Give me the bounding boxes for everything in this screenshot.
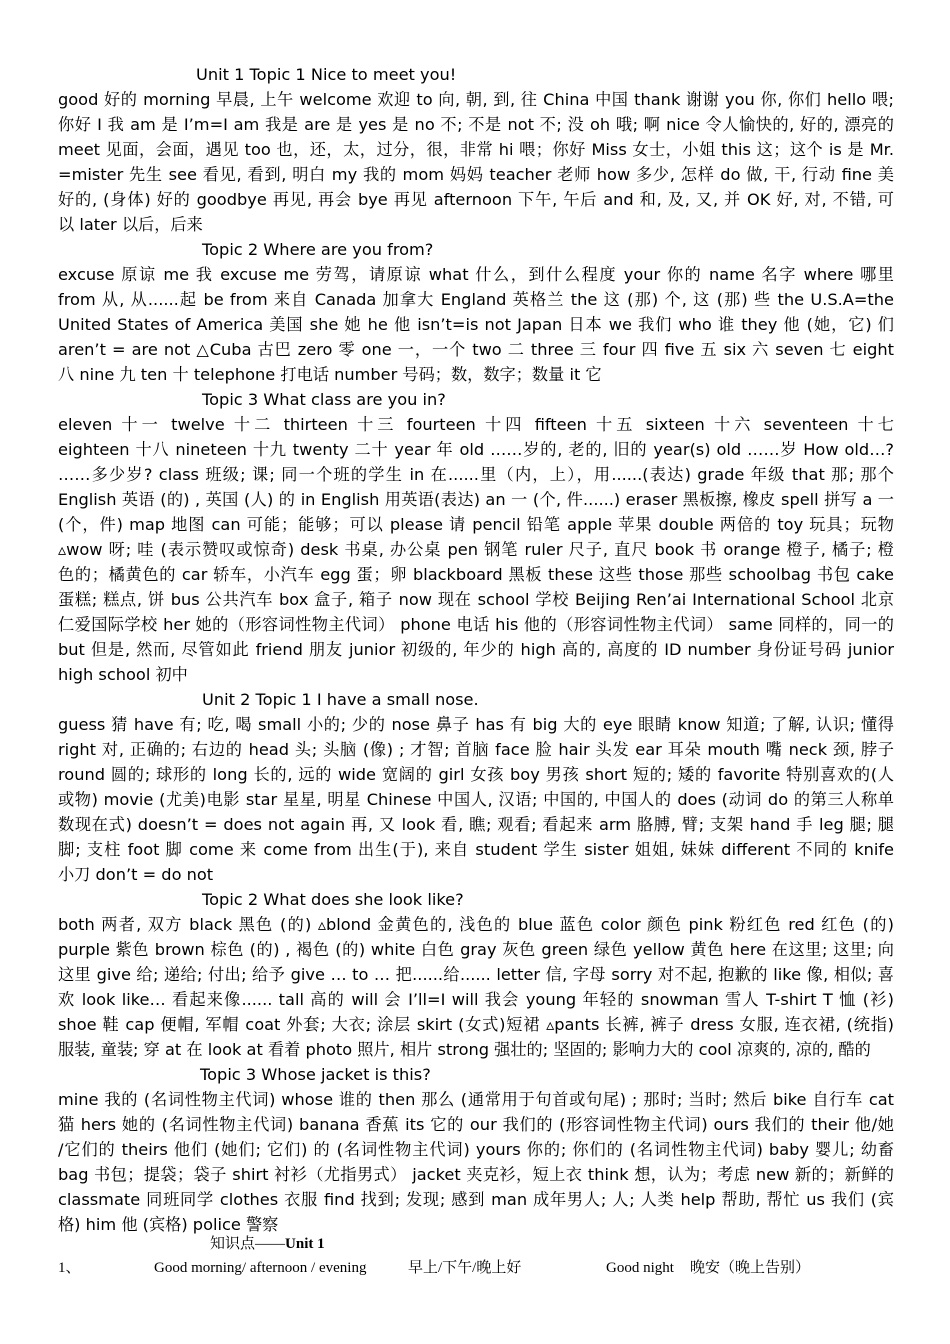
goodnight-english: Good night — [606, 1260, 674, 1276]
vocabulary-line: 仁爱国际学校 her 她的（形容词性物主代词） phone 电话 his 他的（形容词性物主代词） same 同样的，同一的 — [58, 615, 894, 634]
vocabulary-line: 以 later 以后，后来 — [58, 215, 203, 234]
vocabulary-line: 数现在式) doesn’t = does not again 再, 又 look 看, 瞧; 观看; 看起来 arm 胳膊, 臂; 支架 hand 手 leg 腿; 腿 — [58, 815, 894, 834]
vocabulary-line: high school 初中 — [58, 665, 188, 684]
knowledge-section — [58, 1232, 894, 1280]
vocabulary-line: 好的, (身体) 好的 goodbye 再见, 再会 bye 再见 afternoon 下午, 午后 and 和, 及, 又, 并 OK 好, 对, 不错, 可 — [58, 190, 894, 209]
vocabulary-line: 你好 I 我 am 是 I’m=I am 我是 are 是 yes 是 no 不; 不是 not 不; 没 oh 哦; 啊 nice 令人愉快的, 好的, 漂亮的 — [58, 115, 894, 134]
vocabulary-line: 脚; 支柱 foot 脚 come 来 come from 出生(于), 来自 student 学生 sister 姐姐, 妹妹 different 不同的 knife — [58, 840, 894, 859]
vocabulary-line: =mister 先生 see 看见, 看到, 明白 my 我的 mom 妈妈 teacher 老师 how 多少, 怎样 do 做, 干, 行动 fine 美 — [58, 165, 894, 184]
section-title: Unit 2 Topic 1 I have a small nose. — [202, 690, 479, 709]
vocabulary-line: guess 猜 have 有; 吃, 喝 small 小的; 少的 nose 鼻子 has 有 big 大的 eye 眼睛 know 知道; 了解, 认识; 懂得 — [58, 715, 894, 734]
vocabulary-line: aren’t = are not △Cuba 古巴 zero 零 one 一，一个 two 二 three 三 four 四 five 五 six 六 seven 七 eight — [58, 340, 894, 359]
knowledge-title-prefix: 知识点—— — [210, 1236, 286, 1252]
vocabulary-line: ▵wow 呀; 哇 (表示赞叹或惊奇) desk 书桌, 办公桌 pen 钢笔 ruler 尺子, 直尺 book 书 orange 橙子, 橘子; 橙 — [58, 540, 894, 559]
vocabulary-line: but 但是, 然而, 尽管如此 friend 朋友 junior 初级的, 年少的 high 高的, 高度的 ID number 身份证号码 junior — [58, 640, 894, 659]
vocabulary-line: 或物) movie (尤美)电影 star 星星, 明星 Chinese 中国人, 汉语; 中国的, 中国人的 does (动词 do 的第三人称单 — [58, 790, 894, 809]
vocabulary-line: (个，件) map 地图 can 可能；能够；可以 please 请 pencil 铅笔 apple 苹果 double 两倍的 toy 玩具；玩物 — [58, 515, 894, 534]
vocabulary-line: eleven 十一 twelve 十二 thirteen 十三 fourteen 十四 fifteen 十五 sixteen 十六 seventeen 十七 — [58, 415, 894, 434]
vocabulary-block — [58, 87, 894, 237]
vocabulary-line: shoe 鞋 cap 便帽, 军帽 coat 外套; 大衣; 涂层 skirt (女式)短裙 ▵pants 长裤, 裤子 dress 女服, 连衣裙, (统指) — [58, 1015, 894, 1034]
vocabulary-block — [58, 712, 894, 887]
vocabulary-line: purple 紫色 brown 棕色 (的) , 褐色 (的) white 白色 gray 灰色 green 绿色 yellow 黄色 here 在这里; 这里; 向 — [58, 940, 894, 959]
vocabulary-line: 色的；橘黄色的 car 轿车，小汽车 egg 蛋；卵 blackboard 黑板 these 这些 those 那些 schoolbag 书包 cake — [58, 565, 894, 584]
greeting-chinese: 早上/下午/晚上好 — [408, 1260, 522, 1276]
vocabulary-block — [58, 412, 894, 687]
knowledge-item-1 — [58, 1256, 894, 1280]
greeting-english: Good morning/ afternoon / evening — [154, 1260, 367, 1276]
vocabulary-line: 猫 hers 她的 (名词性物主代词) banana 香蕉 its 它的 our 我们的 (形容词性物主代词) ours 我们的 their 他/她 — [58, 1115, 894, 1134]
vocabulary-line: English 英语 (的) , 英国 (人) 的 in English 用英语(表达) an 一 (个, 件......) eraser 黑板擦, 橡皮 spell 拼写 a 一 — [58, 490, 894, 509]
section-title: Topic 3 What class are you in? — [202, 390, 446, 409]
vocabulary-line: from 从, 从......起 be from 来自 Canada 加拿大 England 英格兰 the 这 (那) 个, 这 (那) 些 the U.S.A=the — [58, 290, 894, 309]
vocabulary-line: bag 书包；提袋；袋子 shirt 衬衫（尤指男式） jacket 夹克衫，短上衣 think 想，认为；考虑 new 新的；新鲜的 — [58, 1165, 894, 1184]
knowledge-title-unit: Unit 1 — [285, 1236, 325, 1252]
vocabulary-line: eighteen 十八 nineteen 十九 twenty 二十 year 年 old ……岁的, 老的, 旧的 year(s) old ……岁 How old…? — [58, 440, 894, 459]
section-title: Topic 2 Where are you from? — [202, 240, 434, 259]
vocabulary-line: 蛋糕; 糕点, 饼 bus 公共汽车 box 盒子, 箱子 now 现在 school 学校 Beijing Ren’ai International School 北京 — [58, 590, 894, 609]
vocabulary-line: 欢 look like… 看起来像...... tall 高的 will 会 I’ll=I will 我会 young 年轻的 snowman 雪人 T-shirt T 恤 (衫) — [58, 990, 894, 1009]
vocabulary-block — [58, 912, 894, 1062]
section-title: Unit 1 Topic 1 Nice to meet you! — [196, 65, 457, 84]
vocabulary-line: United States of America 美国 she 她 he 他 isn’t=is not Japan 日本 we 我们 who 谁 they 他 (她，它) 们 — [58, 315, 894, 334]
document-page — [58, 62, 894, 1237]
vocabulary-block — [58, 262, 894, 387]
vocabulary-line: /它们的 theirs 他们 (她们; 它们) 的 (名词性物主代词) yours 你的; 你们的 (名词性物主代词) baby 婴儿; 幼畜 — [58, 1140, 894, 1159]
vocabulary-line: round 圆的; 球形的 long 长的, 远的 wide 宽阔的 girl 女孩 boy 男孩 short 短的; 矮的 favorite 特别喜欢的(人 — [58, 765, 894, 784]
knowledge-item-number: 1、 — [58, 1260, 81, 1276]
vocabulary-line: 八 nine 九 ten 十 telephone 打电话 number 号码；数，数字；数量 it 它 — [58, 365, 602, 384]
vocabulary-line: classmate 同班同学 clothes 衣服 find 找到; 发现; 感到 man 成年男人; 人; 人类 help 帮助, 帮忙 us 我们 (宾 — [58, 1190, 894, 1209]
vocabulary-line: ……多少岁? class 班级; 课; 同一个班的学生 in 在......里（内，上），用......(表达) grade 年级 that 那; 那个 — [58, 465, 894, 484]
knowledge-title — [58, 1232, 894, 1256]
vocabulary-line: 服装, 童装; 穿 at 在 look at 看着 photo 照片, 相片 strong 强壮的; 坚固的; 影响力大的 cool 凉爽的, 凉的, 酷的 — [58, 1040, 871, 1059]
vocabulary-line: meet 见面，会面，遇见 too 也，还，太，过分，很，非常 hi 喂；你好 Miss 女士，小姐 this 这；这个 is 是 Mr. — [58, 140, 894, 159]
vocabulary-line: excuse 原谅 me 我 excuse me 劳驾，请原谅 what 什么，到什么程度 your 你的 name 名字 where 哪里 — [58, 265, 894, 284]
vocabulary-line: right 对, 正确的; 右边的 head 头; 头脑 (像) ; 才智; 首脑 face 脸 hair 头发 ear 耳朵 mouth 嘴 neck 颈, 脖子 — [58, 740, 894, 759]
vocabulary-line: 格) him 他 (宾格) police 警察 — [58, 1215, 279, 1234]
vocabulary-line: 这里 give 给; 递给; 付出; 给予 give … to … 把......给...... letter 信, 字母 sorry 对不起, 抱歉的 like 像, 相似; 喜 — [58, 965, 894, 984]
vocabulary-line: both 两者, 双方 black 黑色 (的) ▵blond 金黄色的, 浅色的 blue 蓝色 color 颜色 pink 粉红色 red 红色 (的) — [58, 915, 894, 934]
vocabulary-line: 小刀 don’t = do not — [58, 865, 214, 884]
goodnight-chinese: 晚安（晚上告别） — [690, 1260, 811, 1276]
section-title: Topic 2 What does she look like? — [202, 890, 464, 909]
vocabulary-line: mine 我的 (名词性物主代词) whose 谁的 then 那么 (通常用于句首或句尾) ; 那时; 当时; 然后 bike 自行车 cat — [58, 1090, 894, 1109]
section-title: Topic 3 Whose jacket is this? — [200, 1065, 431, 1084]
vocabulary-line: good 好的 morning 早晨, 上午 welcome 欢迎 to 向, 朝, 到, 往 China 中国 thank 谢谢 you 你, 你们 hello 喂; — [58, 90, 894, 109]
vocabulary-block — [58, 1087, 894, 1237]
